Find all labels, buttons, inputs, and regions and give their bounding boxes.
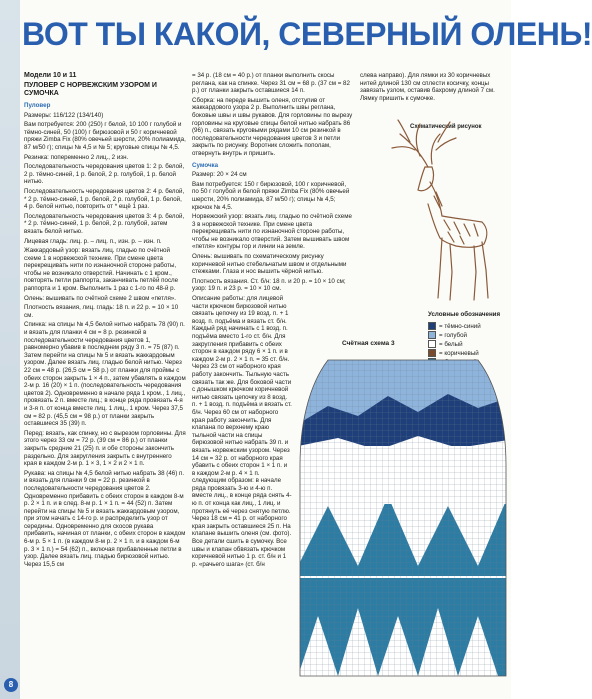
column-1 [24, 72, 186, 570]
model-number: Модели 10 и 11 [24, 72, 77, 79]
para-sleeves: Рукава: на спицы № 4,5 белой нитью набрать 38 (46) п. и вязать для планки 9 см = 22 р. резинкой в последовательности чередования цветов 2. Одновременно прибавить с обеих сторон в каждом 8-м р. 2 × 1 п. и в след. 8-м р. 1 × 1 п. = 44 (52) п. Затем перейти на спицы № 5 и вязать жаккардовым узором, при этом начать с 14-го р. и распределить узор от середины. Одновременно для скосов рукава прибавить, начиная от планки, с обеих сторон в каждом 6-м р. 5 × 1 п. (в каждом 8-м р. 2 × 1 п. и в каждом 6-м р. 3 × 1 п.) = 54 (62) п., включая прибавленные петли в узор. Далее вязать лиц. гладью бирюзовой нитью. Через 15,5 см [24, 469, 186, 568]
para-norwegian: Норвежский узор: вязать лиц. гладью по счётной схеме 3 в норвежской технике. При смене цвета перекрещивать нити по изнаночной стороне работы, чтобы не возникало отверстий. Затем вышивать швом «петля» контуры гор и линии на земле. [192, 213, 352, 251]
column-3 [360, 72, 506, 104]
legend-item [428, 322, 508, 331]
para-materials: Вам потребуется: 200 (250) г белой, 10 100 г голубой и тёмно-синей, 50 (100) г бирюзовой и 50 г коричневой пряжи Zimba Fix (80% овечьей шерсти, 20% полиамида, 87 м/50 г); спицы № 4,5 и № 5; круговые спицы № 4,5. [24, 121, 186, 151]
chart-title: Счётная схема 3 [342, 340, 395, 347]
para-front: Перед: вязать, как спинку, но с вырезом горловины. Для этого через 33 см = 72 р. (39 см = 86 р.) от планки закрыть средние 21 (25) п. и обе стороны закончить раздельно. Для закругления закрыть с внутреннего края в каждом 2-м р. 1 × 3, 1 × 2 и 2 × 1 п. [24, 429, 186, 468]
para-sleeve-cont: = 34 р. (18 см = 40 р.) от планки выполнить скосы реглана, как на спинке. Через 31 см = 68 р. (37 см = 82 р.) от планки закрыть оставшиеся 14 п. [192, 72, 350, 95]
para-bag-size: Размер: 20 × 24 см [192, 171, 247, 179]
para-sizes: Размеры: 116/122 (134/140) [24, 111, 104, 119]
section-pullover: Пуловер [24, 102, 51, 109]
legend-label: = белый [439, 341, 463, 348]
section-bag: Сумочка [192, 161, 219, 169]
para-sequence-2: Последовательность чередования цветов 2: 4 р. белой, * 2 р. тёмно-синей, 1 р. белой, 2 р. голубой, 1 р. белой, 4 р. белой нитью, повторить от * ещё 1 раз. [24, 187, 185, 211]
para-sequence-3: Последовательность чередования цветов 3: 4 р. белой, * 2 р. тёмно-синей, 1 р. белой, 2 р. голубой, затем вязать белой нитью. [24, 212, 185, 235]
deer-caption: Схематический рисунок [410, 124, 482, 130]
para-bag-gauge: Плотность вязания. Ст. б/н: 18 п. и 20 р. = 10 × 10 см; узор: 19 п. и 23 р. = 10 × 10 см. [192, 277, 346, 293]
legend-swatch [428, 331, 436, 339]
legend-label: = тёмно-синий [439, 323, 481, 330]
para-strap: слева направо). Для лямки из 30 коричневых нитей длиной 130 см сплести косичку, концы завязать узлом, оставив бахрому длиной 7 см. Лямку пришить к сумочке. [360, 72, 495, 102]
page-title: ВОТ ТЫ КАКОЙ, СЕВЕРНЫЙ ОЛЕНЬ! [22, 16, 592, 52]
para-jacquard: Жаккардовый узор: вязать лиц. гладью по счётной схеме 1 в норвежской технике. При смене цвета перекрещивать нити по изнаночной стороне работы, чтобы не возникало отверстий. Начинать с 1 кром., повторять петли раппорта, заканчивать петлёй после раппорта и 1 кром. Выполнить 1 раз с 1-го по 48-й р. [24, 247, 179, 293]
article-heading: ПУЛОВЕР С НОРВЕЖСКИМ УЗОРОМ И СУМОЧКА [24, 82, 157, 97]
para-rib: Резинка: попеременно 2 лиц., 2 изн. [24, 153, 129, 161]
page-number: 8 [4, 678, 18, 692]
para-bag-work: Описание работы: для лицевой части крючком бирюзовой нитью связать цепочку из 19 возд. п. + 1 возд. п. подъёма и вязать ст. б/н. Каждый ряд начинать с 1 возд. п. подъёма вместо 1-го ст. б/н. Для закругления прибавить с обеих сторон в каждом ряду 6 × 1 п. и в каждом 2-м р. 2 × 1 п. = 35 ст. б/н. Через 23 см от наборного края работу закончить. Тыльную часть связать так же. Для боковой части с донышком крючком коричневой нитью связать цепочку из 8 возд. п. + 1 возд. п. подъёма и вязать ст. б/н. Через 60 см от наборного края работу закончить. Для клапана по верхнему краю тыльной части на спицы бирюзовой нитью набрать 39 п. и вязать норвежским узором. Через 14 см = 32 р. от наборного края убавить с обеих сторон 1 × 1 п. и в каждом 2-м р. 4 × 1 п. следующим образом: в начале ряда провязать 3-ю и 4-ю п. вместе лиц., в конце ряда снять 4-ю п. от конца как лиц., 1 лиц. и протянуть её через снятую петлю. Через 18 см = 41 р. от наборного края закрыть оставшиеся 25 п. На клапане вышить оленя (см. фото). Все детали сшить в сумочку. Все швы и клапан обвязать крючком коричневой нитью 1 р. ст. б/н и 1 р. «рачьего шага» (ст. б/н [192, 295, 292, 568]
para-bag-deer: Олень: вышивать по схематическому рисунку коричневой нитью стебельчатым швом и отдельными стежками. Глаза и нос вышить чёрной нитью. [192, 253, 347, 276]
para-assembly: Сборка: на переде вышить оленя, отступив от жаккардового узора 2 р. Выполнить швы реглана, боковые швы и швы рукавов. Для горловины по вырезу горловины на круговые спицы белой нитью набрать 86 (96) п., связать круговыми рядами 10 см резинкой в последовательности чередования цветов 3 и петли закрыть по рисунку. Воротник сложить пополам, отвернуть внутрь и пришить. [192, 96, 353, 157]
legend-item [428, 331, 508, 340]
para-bag-materials: Вам потребуется: 150 г бирюзовой, 100 г коричневой, по 50 г голубой и белой пряжи Zimba Fix (80% овечьей шерсти, 20% полиамида, 87 м/50 г); спицы № 4,5; крючок № 4,5. [192, 180, 350, 211]
para-gauge: Плотность вязания, лиц. гладь: 18 п. и 22 р. = 10 × 10 см. [24, 304, 179, 319]
legend-swatch [428, 322, 436, 330]
para-deer: Олень: вышивать по счётной схеме 2 швом «петля». [24, 294, 176, 302]
para-stockinette: Лицевая гладь: лиц. р. – лиц. п., изн. р. – изн. п. [24, 237, 162, 245]
legend-label: = коричневый [439, 350, 479, 357]
legend-label: = голубой [439, 332, 467, 339]
para-back: Спинка: на спицы № 4,5 белой нитью набрать 78 (90) п. и вязать для планки 4 см = 8 р. резинкой в последовательности чередования цветов 1, равномерно убавив в последнем ряду 3 п. = 75 (87) п. Затем перейти на спицы № 5 и вязать жаккардовым узором. Далее вязать лиц. гладью белой нитью. Через 22 см = 48 р. (26,5 см = 58 р.) от планки для проймы с обеих сторон закрыть 1 × 4 п., затем убавлять в каждом 2-м р. 16 (20) × 1 п. (последовательность чередования цветов 2). Одновременно в начале ряда 1 кром., 1 лиц., провязать 2 п. вместе лиц.; в конце ряда провязать 4-я и 3-я п. от конца вместе лиц. 1 лиц., 1 кром. Через 37,5 см = 82 р. (45,5 см = 98 р.) от планки закрыть оставшиеся 35 (39) п. [24, 321, 186, 428]
legend-title: Условные обозначения [428, 311, 501, 318]
counting-chart-3 [298, 346, 508, 680]
deer-illustration [370, 112, 510, 307]
page-edge-strip [0, 0, 20, 699]
para-sequence-1: Последовательность чередования цветов 1: 2 р. белой, 2 р. тёмно-синей, 1 р. белой, 2 р. голубой, 1 р. белой нитью. [24, 163, 185, 186]
